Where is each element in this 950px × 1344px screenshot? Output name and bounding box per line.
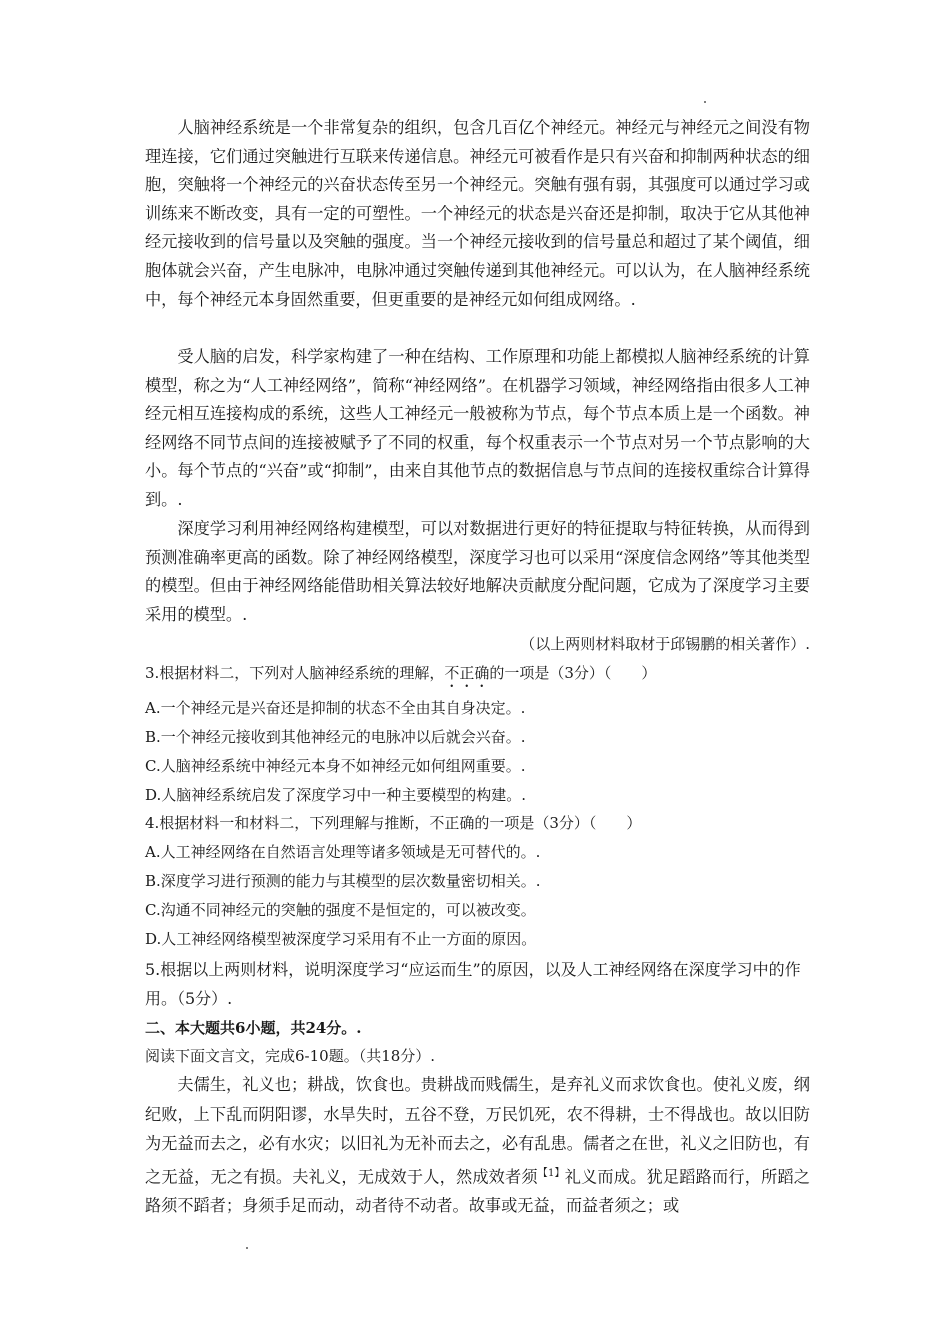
classical-text [145,1070,810,1221]
question-5-stem: 5.根据以上两则材料，说明深度学习“应运而生”的原因，以及人工神经网络在深度学习中的作用。（5分）. [145,960,801,1008]
question-4-option-c: C.沟通不同神经元的突触的强度不是恒定的，可以被改变。 [145,901,536,919]
question-3-stem [145,661,810,691]
question-4-option-b: B.深度学习进行预测的能力与其模型的层次数量密切相关。. [145,872,541,890]
question-4-option-a: A.人工神经网络在自然语言处理等诸多领域是无可替代的。. [145,843,541,861]
source-note: （以上两则材料取材于邱锡鹏的相关著作）. [520,635,810,653]
question-3-option-b: B.一个神经元接收到其他神经元的电脉冲以后就会兴奋。. [145,728,526,746]
classical-text-part-1: 夫儒生，礼义也；耕战，饮食也。贵耕战而贱儒生，是弃礼义而求饮食也。使礼义废，纲纪败，上下乱而阴阳谬，水旱失时，五谷不登，万民饥死，农不得耕，士不得战也。故以旧防为无益而去之，必有水灾；以旧礼为无补而去之，必有乱患。儒者之在世，礼义之旧防也，有之无益，无之有损。夫礼义，无成效于人，然成效者须 [145,1075,810,1186]
material-paragraph: 深度学习利用神经网络构建模型，可以对数据进行更好的特征提取与特征转换，从而得到预测准确率更高的函数。除了神经网络模型，深度学习也可以采用“深度信念网络”等其他类型的模型。但由于神经网络能借助相关算法较好地解决贡献度分配问题，它成为了深度学习主要采用的模型。. [145,519,810,624]
question-3-stem-after: 的一项是（3分）（ ） [489,664,657,682]
question-3-stem-before: 3.根据材料二，下列对人脑神经系统的理解， [145,664,445,682]
scan-speck [704,101,706,103]
footnote-marker: 【1】 [537,1167,565,1179]
question-3-option-d: D.人脑神经系统启发了深度学习中一种主要模型的构建。. [145,786,527,804]
material-paragraph: 受人脑的启发，科学家构建了一种在结构、工作原理和功能上都模拟人脑神经系统的计算模型，称之为“人工神经网络”，简称“神经网络”。在机器学习领域，神经网络指由很多人工神经元相互连接构成的系统，这些人工神经元一般被称为节点，每个节点本质上是一个函数。神经网络不同节点间的连接被赋予了不同的权重，每个权重表示一个节点对另一个节点影响的大小。每个节点的“兴奋”或“抑制”，由来自其他节点的数据信息与节点间的连接权重综合计算得到。. [145,347,810,509]
material-paragraph: 人脑神经系统是一个非常复杂的组织，包含几百亿个神经元。神经元与神经元之间没有物理连接，它们通过突触进行互联来传递信息。神经元可被看作是只有兴奋和抑制两种状态的细胞，突触将一个神经元的兴奋状态传至另一个神经元。突触有强有弱，其强度可以通过学习或训练来不断改变，具有一定的可塑性。一个神经元的状态是兴奋还是抑制，取决于它从其他神经元接收到的信号量以及突触的强度。当一个神经元接收到的信号量总和超过了某个阈值，细胞体就会兴奋，产生电脉冲，电脉冲通过突触传递到其他神经元。可以认为，在人脑神经系统中，每个神经元本身固然重要，但更重要的是神经元如何组成网络。. [145,118,810,309]
question-3-option-c: C.人脑神经系统中神经元本身不如神经元如何组网重要。. [145,757,526,775]
scan-speck [246,1247,248,1249]
section-2-title: 二、本大题共6小题，共24分。. [145,1019,362,1037]
question-3-emphasis: 不正确 [444,664,490,682]
classical-text-part-2: 礼义而成。犹足蹈路而行，所蹈之路须不蹈者；身须手足而动，动者待不动者。故事或无益，而益者须之；或 [145,1166,810,1216]
question-3-option-a: A.一个神经元是兴奋还是抑制的状态不全由其自身决定。. [145,699,526,717]
section-2-instruction: 阅读下面文言文，完成6-10题。（共18分）. [145,1047,436,1065]
question-4-option-d: D.人工神经网络模型被深度学习采用有不止一方面的原因。 [145,930,537,948]
question-4-stem: 4.根据材料一和材料二，下列理解与推断，不正确的一项是（3分）（ ） [145,814,642,832]
